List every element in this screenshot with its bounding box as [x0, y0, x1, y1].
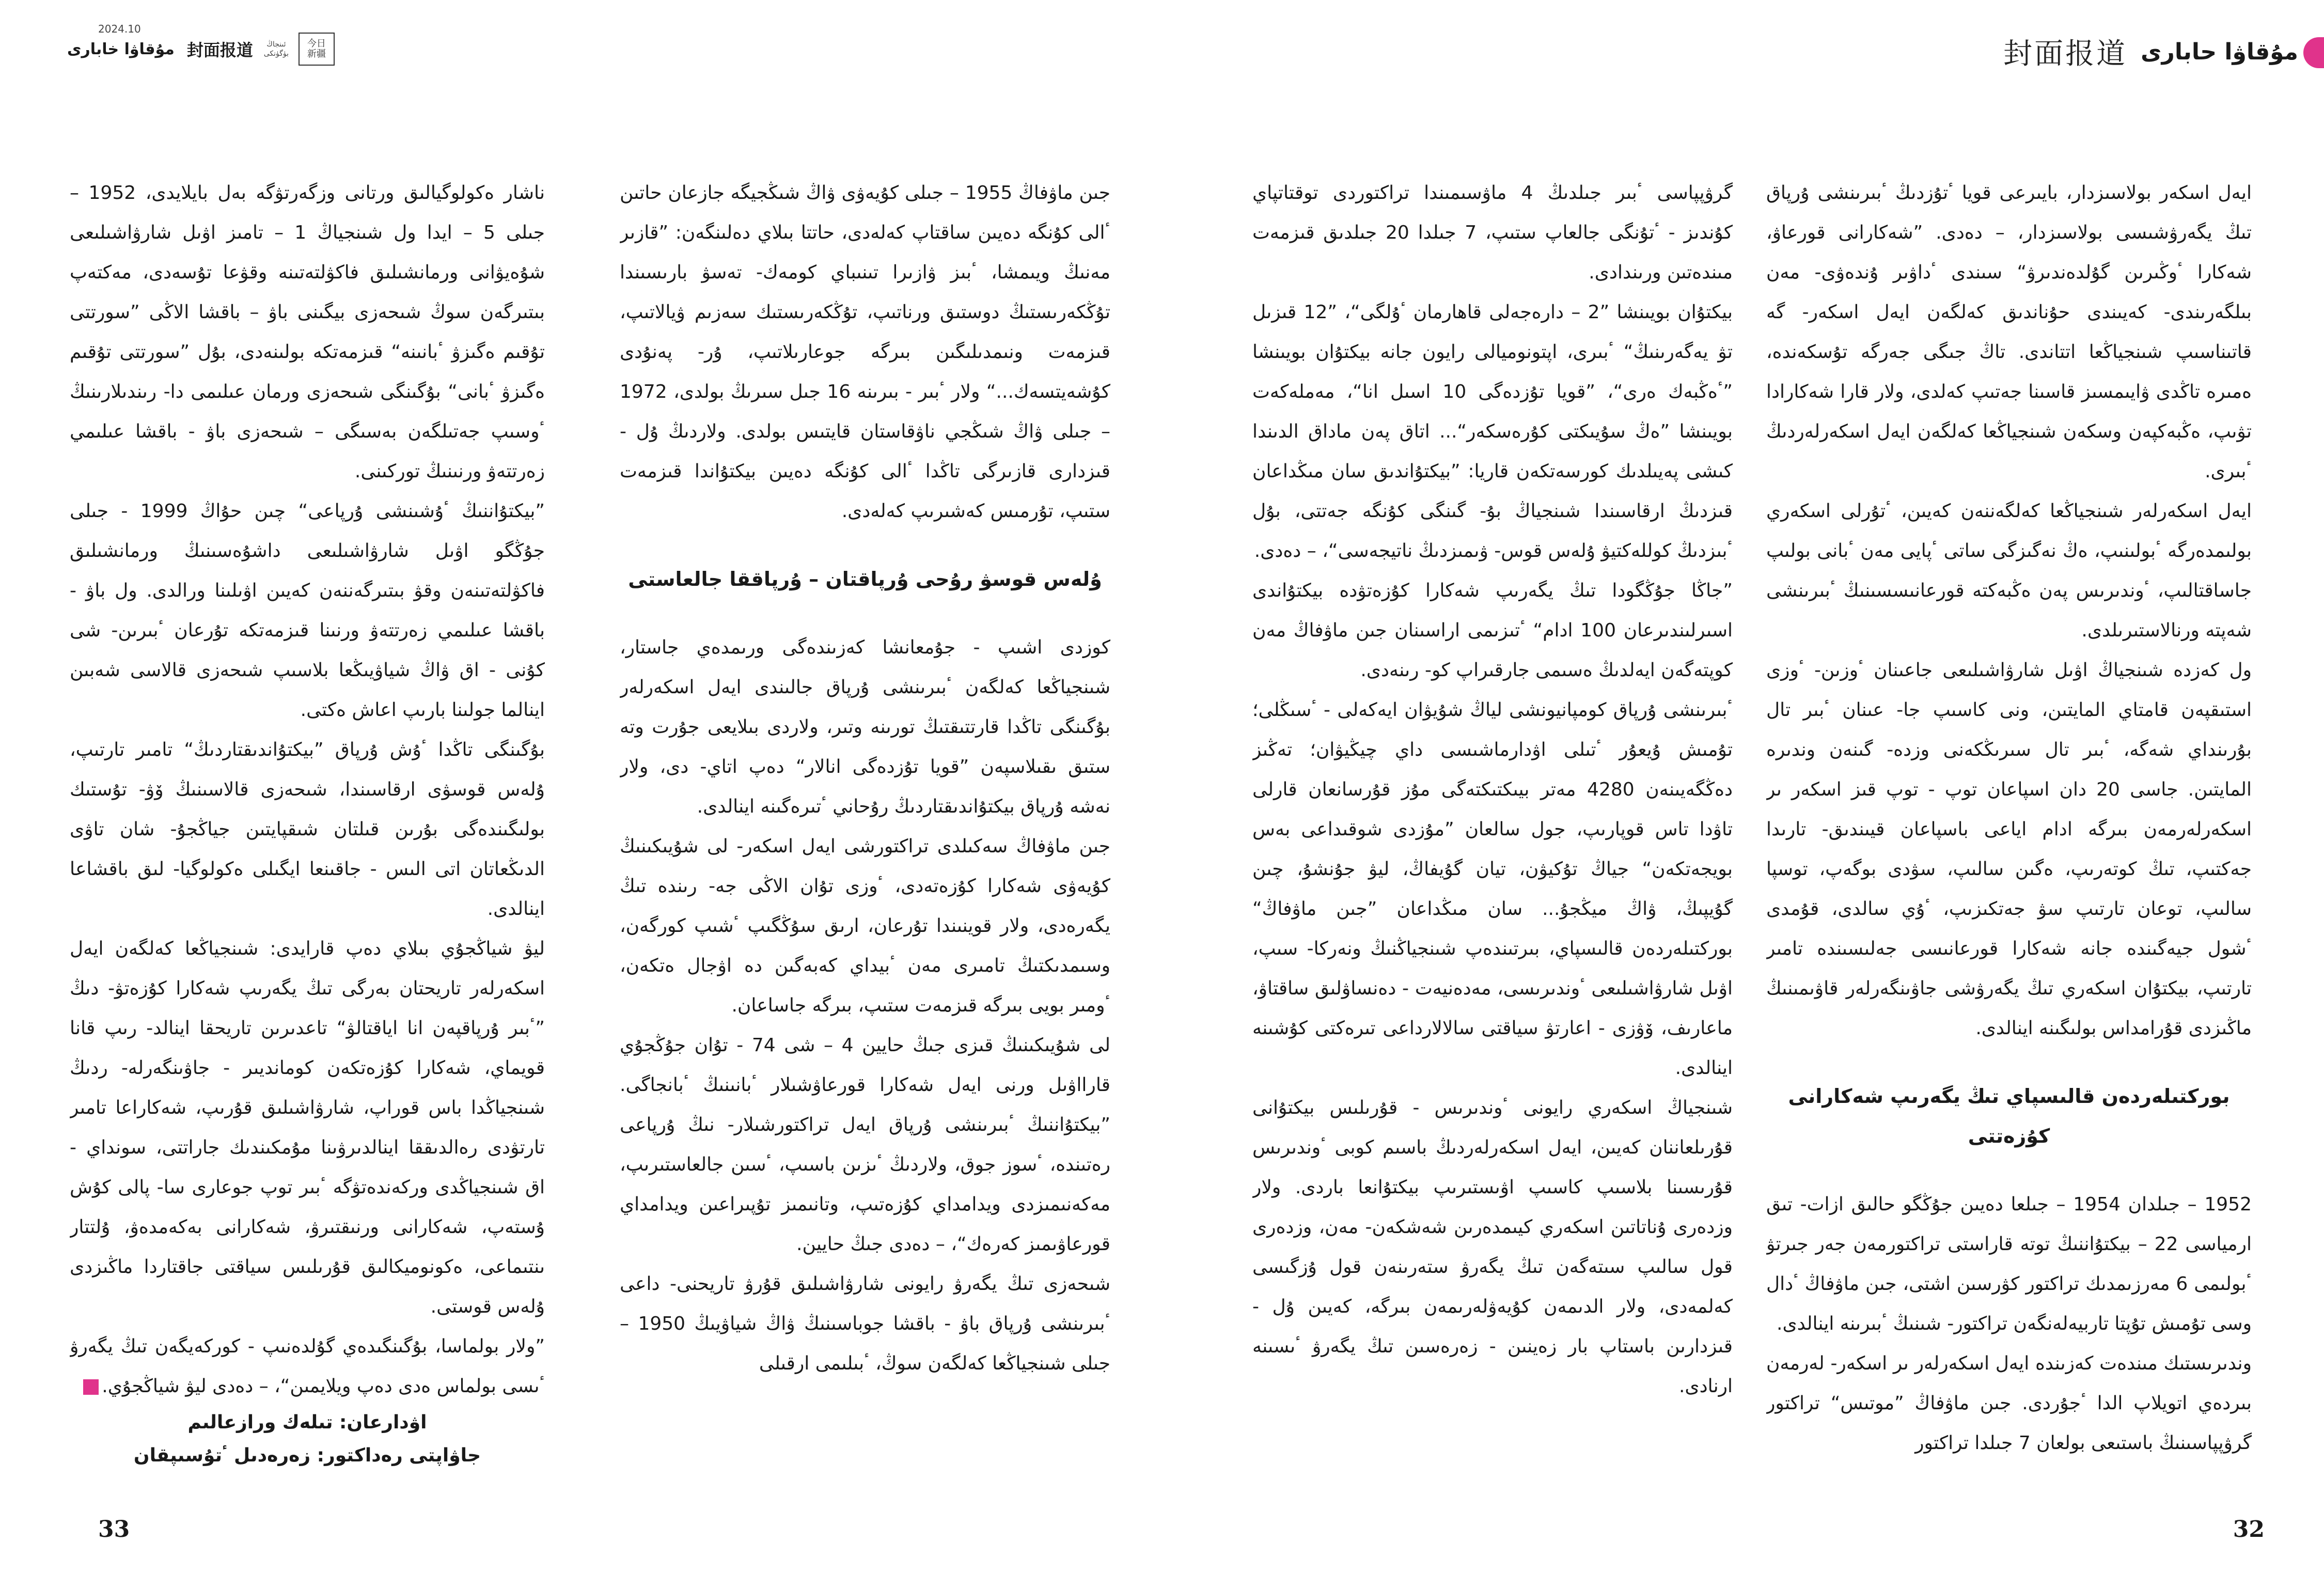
section-label: مۇقاۋا حابارى [2141, 38, 2298, 65]
paragraph: وندىرىستىك مىندەت كەزىندە ايەل اسكەرلەر ىر اسكەر- لەرمەن بىردەي اتويلاپ الدا ٴجۇردى. جىن ماۋفاڭ ”موتىس“ تراكتور گرۋپپاسىنىڭ باستىعى بولعان 7 جىلدا تراكتور [1766, 1353, 2252, 1454]
paragraph: بۇگىنگى تاڭدا ٴۇش ۇرپاق ”بيكتۇاندىقتاردىڭ“ تامىر تارتىپ، ۇلەس قوسۋى ارقاسىندا، شىحەزى قالاسىنىڭ ۆۋ- تۇستىك بولىگىندەگى بۇرىن قىلتان شىقپايتىن جياڭجۇ- شان تاۋى الدىڭعاتان اتى الىس - جاقىنعا ايگىلى ەكولوگيا- لىق باقشاعا اينالدى. [70, 739, 545, 920]
right-page-column-left [1252, 173, 1733, 1496]
paragraph: ”ولار بولماسا، بۇگىنگىدەي گۇلدەنىپ - كوركەيگەن تىڭ يگەرۋ ٴىسى بولماس ەدى دەپ ويلايمىن“، – دەدى ليۋ شياڭجۇي. [70, 1336, 545, 1397]
section-label: مۇقاۋا خابارى [67, 40, 175, 58]
paragraph: ليۋ شياڭجۇي بىلاي دەپ قارايدى: شىنجياڭعا كەلگەن ايەل اسكەرلەر تاريحتان بەرگى تىڭ يگەرىپ شەكارا كۇزەتۋ- دىڭ ”ٴبىر ۇرپاقپەن انا اياقتالۋ“ تاعدىرىن تاريحقا اينالد- رىپ قانا قويماي، شەكارا كۇزەتكەن كومانديىر - جاۋىنگەرلە- ردىڭ شىنجياڭدا باس قوراپ، شارۋاشىلىق قۇرىپ، شەكاراعا تامىر تارتۋدى رەالدىققا اينالدىرۋىنا مۇمكىندىك جاراتتى، سونداي - اق شىنجياڭدى وركەندەتۋگە ٴبىر توپ جوعارى سا- پالى كۇش ۇستەپ، شەكارانى ورنىقتىرۋ، شەكارانى بەكەمدەۋ، ۇلتتار ىنتىماعى، ەكونوميكالىق قۇرىلىس سياقتى جاقتاردا ماڭىزدى ۇلەس قوستى. [70, 938, 545, 1317]
paragraph: ”بيكتۇاننىڭ ٴۇشىنشى ۇرپاعى“ چىن حۇاڭ 1999 - جىلى جۇڭگو اۋىل شارۋاشىلىعى داشۇەسىنىڭ ورمانشىلىق فاكۋلتەتىنەن وقۋ بىتىرگەننەن كەيىن اۋىلىنا ورالدى. ول باۋ - باقشا عىلىمي زەرتتەۋ ورنىنا قىزمەتكە تۇرعان ٴبىرىن- شى كۇنى - اق ۋاڭ شياۋيىڭعا بلاسىپ شىحەزى قالاسى شەبىن اينالما جولىنا بارىپ اعاش ەكتى. [70, 501, 545, 721]
paragraph: بيكتۇان بويىنشا ”2 – دارەجەلى قاھارمان ٴۇلگى“، ”12 قىزىل تۋ يەگەرىنىڭ“ ٴبىرى، اپتونوميالى رايون جانە بيكتۇان بويىنشا ”ٴەڭبەك ەرى“، ”قويا تۇزدەگى 10 اسىل انا“، مەملەكەت بويىنشا ”ەڭ سۇيىكتى كۇرەسكەر“... اتاق پەن ماداق الدىندا كىشى پەيىلدىك كورسەتكەن قاريا: ”بيكتۇاندىق سان مىڭداعان قىزدىڭ ارقاسىندا شىنجياڭ بۇ- گىنگى كۇنگە جەتتى، بۇل ٴبىزدىڭ كوللەكتيۋ ۇلەس قوس- ۋىمىزدىڭ ناتيجەسى“، – دەدى. [1252, 302, 1733, 562]
left-page-column-left [70, 173, 545, 1496]
paragraph: شىنجياڭ اسكەري رايونى ٴوندىرىس - قۇرىلىس بيكتۇانى قۇرىلعاننان كەيىن، ايەل اسكەرلەردىڭ باسىم كوبى ٴوندىرىس قۇرىسىنا بلاسىپ كاسىپ اۋىستىرىپ بيكتۇانعا باردى. ولار وزدەرى ۇناتاتىن اسكەري كيىمدەرىن شەشكەن- مەن، وزدەرى قول سالىپ سىتەگەن تىڭ يگەرۋ ستەرىنەن قول ۇزگىسى كەلمەدى، ولار الدىمەن كۇيەۋلەرىمەن بىرگە، كەيىن ۇل - قىزدارىن باستاپ بار زەينىن - زەرەسىن تىڭ يگەرۋ ٴىسىنە ارنادى. [1252, 1097, 1733, 1397]
paragraph: ٴبىرىنشى ۇرپاق كومپانيونشى لياڭ شۇيۋان ايەكەلى - ٴسىڭلى؛ تۇمىش ۇيعۇر ٴتىلى اۋدارماشىسى داي چيڭيۋان؛ تەڭىز دەڭگەيىنەن 4280 مەتر بيىكتىكتەگى مۇز قۇرسانعان قارلى تاۋدا تاس قوپارىپ، جول سالعان ”مۇزدى شوقىداعى بەس بويجەتكەن“ جياڭ تۇكيۋن، تيان گۇيفاڭ، ليۋ جۇنشۇ، چىن گۇيپىڭ، ۋاڭ ميڭجۇ... سان مىڭداعان ”جىن ماۋفاڭ“ بوركتىلەردەن قالىسپاي، بىرتىندەپ شىنجياڭنىڭ ونەركا- سىپ، اۋىل شارۋاشىلىعى ٴوندىرىسى، مەدەنيەت - دەنساۋلىق ساقتاۋ، ماعارىف، ۆۋزى - اعارتۋ سياقتى سالالارداعى تىرەكتى كۇشىنە اينالدى. [1252, 699, 1733, 1079]
left-page-column-right [620, 173, 1110, 1496]
paragraph: جىن ماۋفاڭ سەكىلدى تراكتورشى ايەل اسكەر- لى شۇيىكىنىڭ كۇيەۋى شەكارا كۇزەتەدى، ٴوزى تۇان الاڭى جە- رىندە تىڭ يگەرەدى، ولار قوينىندا تۇرعان، ارىق سۇڭگىپ ٴشىپ كورگەن، وسىمدىكتىڭ تامىرى مەن ٴبيداي كەبەگىن دە اۋجال ەتكەن، ٴومىر بويى بىرگە قىزمەت ستىپ، بىرگە جاساعان. [620, 836, 1110, 1016]
page-number-left: 33 [98, 1516, 130, 1543]
issue-date: 2024.10 [98, 23, 141, 35]
page-number-right: 32 [2233, 1516, 2265, 1543]
section-subheading: بوركتىلەردەن قالىسپاي تىڭ يگەرىپ شەكارانى كۇزەتتى [1788, 1085, 2230, 1147]
paragraph: لى شۇيىكىنىڭ قىزى جىڭ حايين 4 – شى 74 - تۇان جۇڭجۇي قارااۋىل ورنى ايەل شەكارا قورعاۋشىلار ٴبانىنىڭ ٴبانجاگى. ”بيكتۇاننىڭ ٴبىرىنشى ۇرپاق ايەل تراكتورشىلار- نىڭ ۇرپاعى رەتىندە، ٴسوز جوق، ولاردىڭ ٴىزىن باسىپ، ٴسىن جالعاستىرىپ، مەكەنىمىزدى ويدامداي كۇزەتىپ، وتانىمىز تۇپىراعىن ويدامداي قورعاۋىمىز كەرەك“، – دەدى جىڭ حايين. [620, 1035, 1110, 1255]
cover-report-cn: 封面报道 [2003, 37, 2128, 71]
pink-tab-decoration [2303, 37, 2324, 68]
magazine-tag: ئىنجاڭ بۈگۈنكى [263, 40, 289, 58]
paragraph: ول كەزدە شىنجياڭ اۋىل شارۋاشىلىعى جاعىنان ٴوزىن- ٴوزى استىقپەن قامتاي المايتىن، ونى كاسىپ جا- عىنان ٴبىر تال بۇرىنداي شەگە، ٴبىر تال سىرىڭكەنى وزدە- گىنەن وندىرە المايتىن. جاسى 20 دان اسپاعان توپ - توپ قىز اسكەر ىر اسكەرلەرمەن بىرگە ادام اياعى باسپاعان قيىندىق- تارىدا جەكتىپ، تىڭ كوتەرىپ، ەگىن سالىپ، سۋدى بوگەپ، توسپا سالىپ، توعان تارتىپ سۋ جەتكىزىپ، ٴۇي سالدى، قۇمدى ٴشول جيەگىندە جانە شەكارا قورعانىسى جەلىسىندە تامىر تارتىپ، بيكتۇان اسكەري تىڭ يگەرۋشى جاۋىنگەرلەر قاۋىمىنىڭ ماڭىزدى قۇرامداس بولىگىنە اينالدى. [1766, 660, 2252, 1039]
paragraph: جىن ماۋفاڭ 1955 – جىلى كۇيەۋى ۋاڭ شىڭجيگە جازعان حاتىن ٴالى كۇنگە دەيىن ساقتاپ كەلەدى، حاتتا بىلاي دەلىنگەن: ”قازىر مەنىڭ ويىمشا، ٴبىز ۋازىرا تىنىباي كومەك- تەسۋ بارىسىندا تۇڭكەرىستىڭ دوستىق ورناتىپ، تۇڭكەرىستىك سەزىم ۋيالاتىپ، قىزمەت ونىمدىلىگىن بىرگە جوعارىلاتىپ، ۇر- پەنۇدى كۇشەيتسەك...“ ولار ٴبىر - بىرىنە 16 جىل سىرىڭ بولدى، 1972 – جىلى ۋاڭ شىڭجي ناۋقاستان قايتىس بولدى. ولاردىڭ ۇل - قىزدارى قازىرگى تاڭدا ٴالى كۇنگە دەيىن بيكتۇاندا قىزمەت ستىپ، تۇرمىس كەشىرىپ كەلەدى. [620, 182, 1110, 522]
paragraph: ناشار ەكولوگيالىق ورتانى وزگەرتۋگە بەل بايلايدى، 1952 – جىلى 5 – ايدا ول شىنجياڭ 1 – تامىز اۋىل شارۋاشىلىعى شۇەيۋانى ورمانشىلىق فاكۋلتەتىنە وقۋعا تۇسەدى، مەكتەپ بىتىرگەن سوڭ شىحەزى بيگىنى باۋ – باقشا الاڭى ”سورتتى تۇقىم ەگىزۋ ٴبانىنە“ قىزمەتكە بولىنەدى، بۇل ”سورتتى تۇقىم ەگىزۋ ٴبانى“ بۇگىنگى شىحەزى ورمان عىلىمى دا- رىندىلارىنىڭ ٴوسىپ جەتىلگەن بەسىگى – شىحەزى باۋ - باقشا عىلىمي زەرتتەۋ ورنىنىڭ توركىنى. [70, 182, 545, 482]
paragraph: ايەل اسكەر بولاسىزدار، بايىرعى قويا ٴتۇزدىڭ ٴبىرىنشى ۇرپاق تىڭ يگەرۋشىسى بولاسىزدار، – دەدى. ”شەكارانى قورعاۋ، شەكارا ٴوڭىرىن گۇلدەندىرۋ“ سىندى ٴداۋىر ۇندەۋى- مەن بىلگەرىندى- كەيىندى حۇناندىق كەلگەن ايەل اسكەر- گە قاتىناسىپ شىنجياڭعا اتتاندى. تاڭ جىگى جەرگە تۇسكەندە، ەمىرە تاڭدى ۋايىمسىز قاسىنا جەتىپ كەلدى، ولار قارا شەكارادا تۋىپ، ەڭبەكپەن وسكەن شىنجياڭعا كەلگەن ايەل اسكەرلەردىڭ ٴبىرى. [1766, 182, 2252, 482]
paragraph: گرۋپپاسى ٴبىر جىلدىڭ 4 ماۋسىمىندا تراكتوردى توقتاتپاي كۇندىز - ٴتۇنگى جالعاپ ستىپ، 7 جىلدا 20 جىلدىق قىزمەت مىندەتىن ورىندادى. [1252, 182, 1733, 283]
paragraph: شىحەزى تىڭ يگەرۋ رايونى شارۋاشىلىق قۇرۋ تاريحنى- داعى ٴبىرىنشى ۇرپاق باۋ - باقشا جوباسىنىڭ ۋاڭ شياۋيىڭ 1950 – جىلى شىنجياڭعا كەلگەن سوڭ، ٴبىلىمى ارقىلى [620, 1273, 1110, 1374]
right-header [2003, 31, 2298, 72]
editor-credit: جاۋاپتى رەداكتور: زەرەدىل ٴتۇسىپقان [133, 1445, 481, 1466]
paragraph: ”جاڭا جۇڭگودا تىڭ يگەرىپ شەكارا كۇزەتۋدە بيكتۇاندى اسىرلىندىرعان 100 ادام“ ٴتىزىمى اراسىنان جىن ماۋفاڭ مەن كوپتەگەن ايەلدىڭ ەسىمى جارقىراپ كو- رىنەدى. [1252, 580, 1733, 681]
translator-credit: اۋدارعان: تىلەك ورازعالىم [187, 1412, 427, 1433]
paragraph: 1952 – جىلدان 1954 – جىلعا دەيىن جۇڭگو حالىق ازات- تىق ارمياسى 22 – بيكتۇاننىڭ توتە قاراستى تراكتورمەن جەر جىرتۋ ٴبولىمى 6 مەرزىمدىك تراكتور كۋرسىن اشتى، جىن ماۋفاڭ ٴدال وسى تۇمىش تۇپتا تاربيەلەنگەن تراكتور- شىنىڭ ٴبىرىنە اينالدى. [1766, 1194, 2252, 1334]
paragraph: ايەل اسكەرلەر شىنجياڭعا كەلگەننەن كەيىن، ٴتۇرلى اسكەري بولىمدەرگە ٴبولىنىپ، ەڭ نەگىزگى ساتى ٴپايى مەن ٴبانى بولىپ جاساقتالىپ، ٴوندىرىس پەن ەڭبەكتە قورعانىسسىنىڭ ٴبىرىنشى شەپتە ورنالاستىرىلدى. [1766, 501, 2252, 641]
article-end-mark-icon [83, 1379, 99, 1395]
cover-report-cn: 封面报道 [186, 40, 253, 60]
right-page-column-right [1766, 173, 2252, 1496]
section-subheading: ۇلەس قوسۋ رۇحى ۇرپاقتان – ۇرپاققا جالعاستى [628, 568, 1102, 590]
left-header [67, 31, 335, 67]
right-page [1162, 0, 2324, 1588]
paragraph: كوزدى اشىپ - جۇمعانشا كەزىندەگى ورىمدەي جاستار، شىنجياڭعا كەلگەن ٴبىرىنشى ۇرپاق جالىندى ايەل اسكەرلەر بۇگىنگى تاڭدا قارتتىقتىڭ تورىنە وتىر، ولاردى بىلايعى جۇرت وتە ستىق ىقىلاسپەن ”قويا تۇزدەگى انالار“ دەپ اتاي- دى، ولار نەشە ۇرپاق بيكتۇاندىقتاردىڭ رۇحاني ٴتىرەگىنە اينالدى. [620, 637, 1110, 817]
magazine-logo: 今日 新疆 [299, 33, 335, 66]
